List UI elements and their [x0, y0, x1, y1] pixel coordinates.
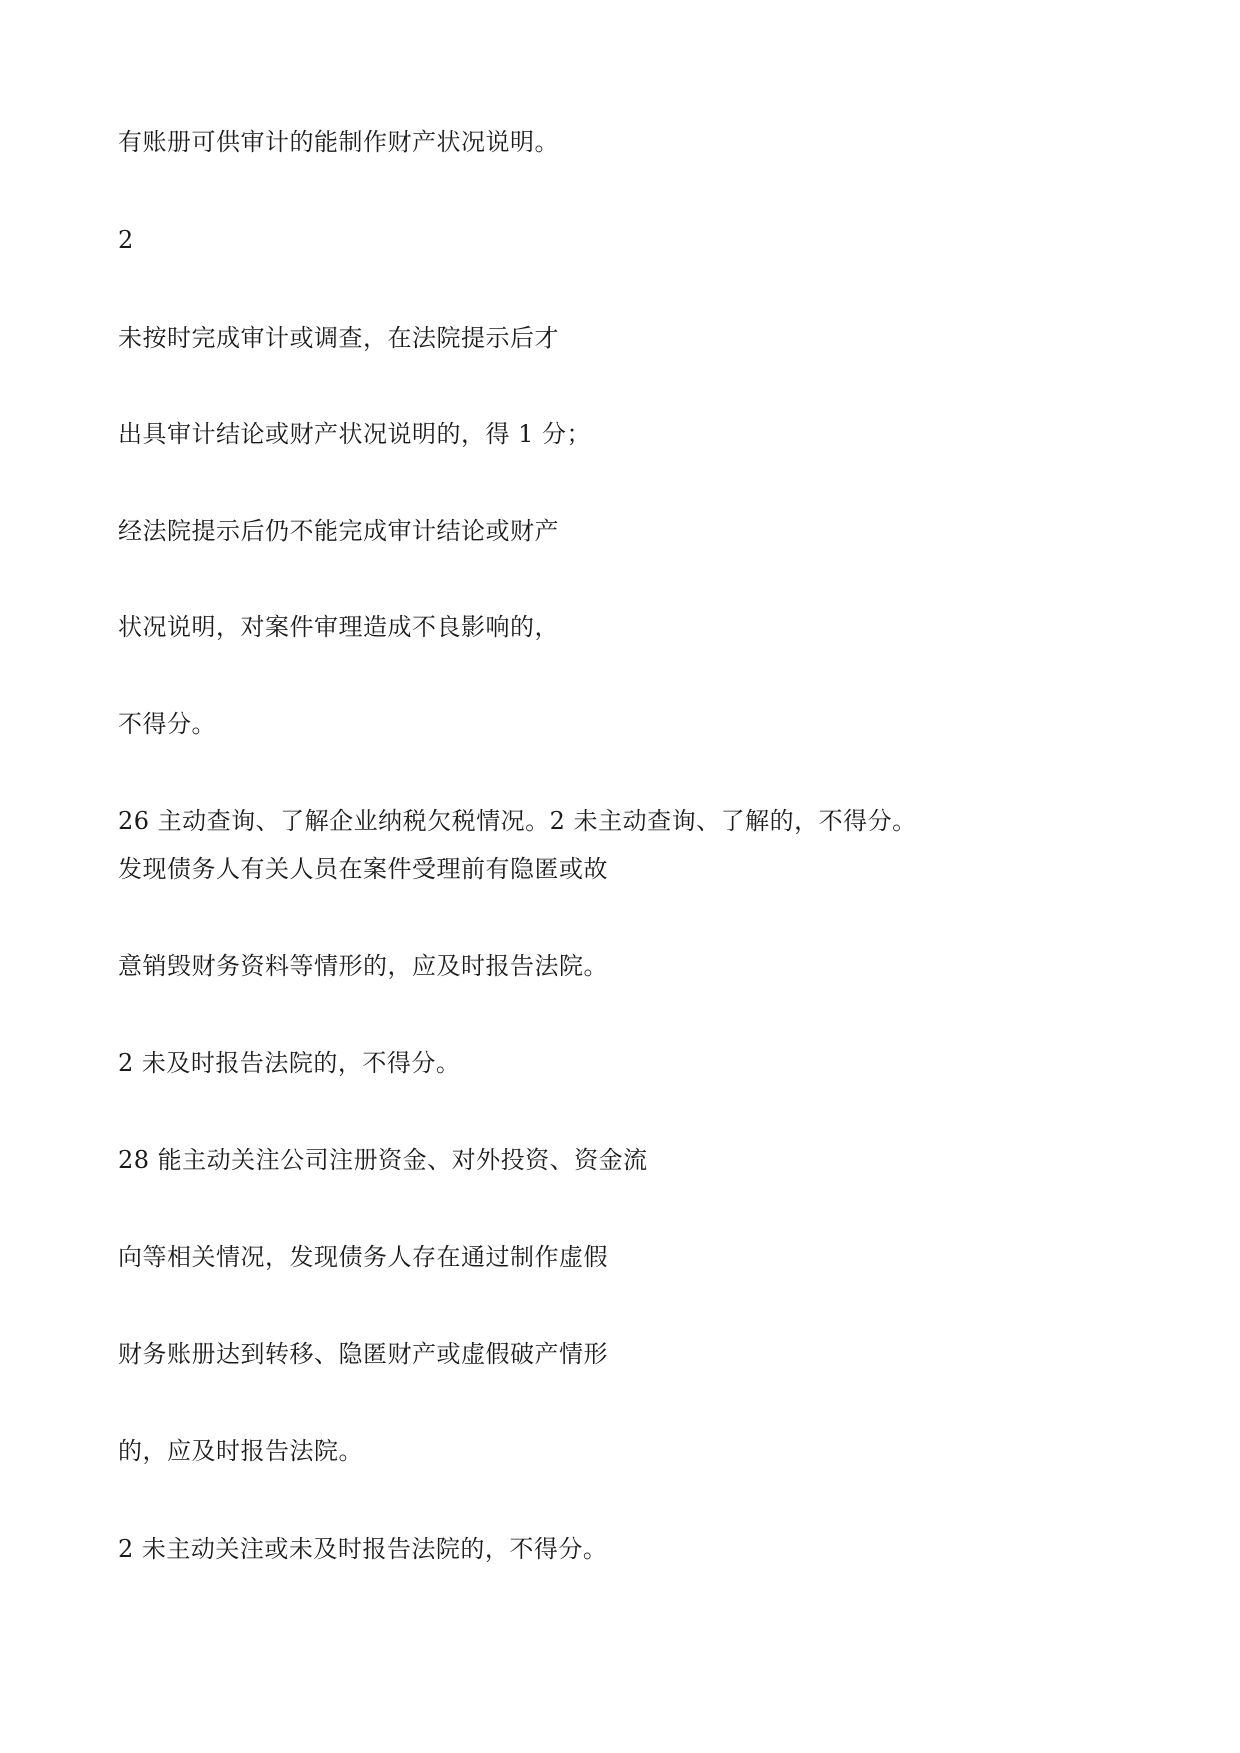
- text-line: 有账册可供审计的能制作财产状况说明。: [118, 128, 559, 156]
- text-line: 状况说明，对案件审理造成不良影响的，: [118, 613, 559, 641]
- text-line: 财务账册达到转移、隐匿财产或虚假破产情形: [118, 1340, 608, 1368]
- text-line: 26 主动查询、了解企业纳税欠税情况。2 未主动查询、了解的，不得分。: [118, 807, 917, 835]
- text-line: 2: [118, 226, 134, 254]
- text-line: 28 能主动关注公司注册资金、对外投资、资金流: [118, 1146, 648, 1174]
- text-line: 意销毁财务资料等情形的，应及时报告法院。: [118, 952, 608, 980]
- text-line: 未按时完成审计或调查，在法院提示后才: [118, 324, 559, 352]
- text-line: 不得分。: [118, 710, 216, 738]
- text-line: 经法院提示后仍不能完成审计结论或财产: [118, 517, 559, 545]
- text-line: 向等相关情况，发现债务人存在通过制作虚假: [118, 1243, 608, 1271]
- text-line: 的，应及时报告法院。: [118, 1437, 363, 1465]
- text-line: 出具审计结论或财产状况说明的，得 1 分；: [118, 420, 592, 448]
- text-line: 2 未主动关注或未及时报告法院的，不得分。: [118, 1535, 608, 1563]
- text-line: 2 未及时报告法院的，不得分。: [118, 1049, 461, 1077]
- text-line: 发现债务人有关人员在案件受理前有隐匿或故: [118, 855, 608, 883]
